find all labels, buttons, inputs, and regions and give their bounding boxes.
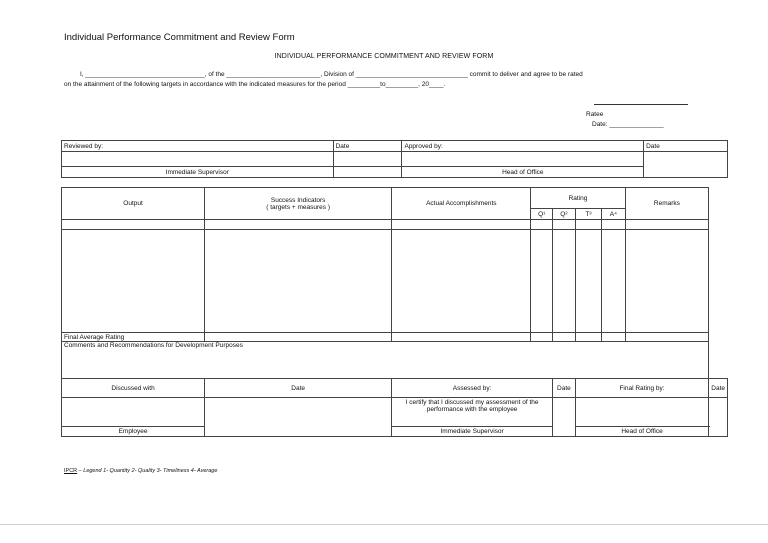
assessed-date-cell[interactable] [552,398,575,437]
document-title: Individual Performance Commitment and Review Form [64,32,295,43]
rater-head-of-office-label: Head of Office [575,427,708,437]
remarks-header: Remarks [625,188,709,220]
final-rating-signature-cell[interactable] [575,398,708,427]
rating-quantity-header: Q¹ [531,209,553,220]
final-rating-date-cell[interactable] [709,398,728,437]
legend-text: – Legend 1- Quantity 2- Quality 3- Timeliness 4- Average [77,468,218,474]
rating-legend [64,468,217,474]
rating-average-header: A⁴ [602,209,625,220]
approval-date-label: Date [644,141,728,152]
table-row [62,220,728,230]
discussed-date-label: Date [205,379,392,398]
review-date-label: Date [333,141,402,152]
commitment-statement-line-1: I, _________________________________, of the __________________________, Division of _______________________________ commit to deliver and agree to be rated [80,71,583,78]
assessed-date-label: Date [552,379,575,398]
approved-by-label: Approved by: [402,141,644,152]
assessor-immediate-supervisor-label: Immediate Supervisor [392,427,553,437]
final-average-rating-label: Final Average Rating [62,333,205,342]
table-row [62,230,728,333]
immediate-supervisor-label: Immediate Supervisor [62,167,334,178]
review-approval-table [61,140,728,178]
comments-recommendations-cell[interactable]: Comments and Recommendations for Development Purposes [62,342,709,379]
actual-accomplishments-header: Actual Accomplishments [392,188,531,220]
head-of-office-label: Head of Office [402,167,644,178]
reviewed-by-label: Reviewed by: [62,141,334,152]
legend-abbreviation: IPCR [64,468,78,474]
discussed-with-label: Discussed with [62,379,205,398]
rating-header: Rating [531,188,625,209]
employee-label: Employee [62,427,205,437]
ratee-signature-line [594,104,688,105]
certification-line-2: performance with the employee [426,406,518,413]
reviewer-signature-cell[interactable] [62,152,334,167]
success-indicators-title: Success Indicators [270,196,326,204]
ratee-label: Ratee [586,111,604,118]
success-indicators-subtitle: ( targets + measures ) [266,203,331,211]
review-date-cell[interactable] [333,152,402,167]
success-indicators-header [205,188,392,220]
page-bottom-divider [0,524,768,525]
approval-date-cell[interactable] [644,152,728,178]
commitment-statement-line-2: on the attainment of the following targets in accordance with the indicated measures for the period _________to_________, 20____. [64,81,446,88]
ratee-date-label: Date: _______________ [592,121,664,128]
assessed-by-label: Assessed by: [392,379,553,398]
rating-timeliness-header: T³ [575,209,601,220]
certification-line-1: I certify that I discussed my assessment of the [405,399,539,406]
form-title: INDIVIDUAL PERFORMANCE COMMITMENT AND REVIEW FORM [274,53,494,60]
final-rating-by-label: Final Rating by: [575,379,708,398]
performance-table [61,187,728,437]
discussed-date-cell[interactable] [205,398,392,437]
final-rating-date-label: Date [709,379,728,398]
employee-signature-cell[interactable] [62,398,205,427]
approver-signature-cell[interactable] [402,152,644,167]
output-header: Output [62,188,205,220]
rating-quality-header: Q² [552,209,575,220]
certification-cell [392,398,553,427]
